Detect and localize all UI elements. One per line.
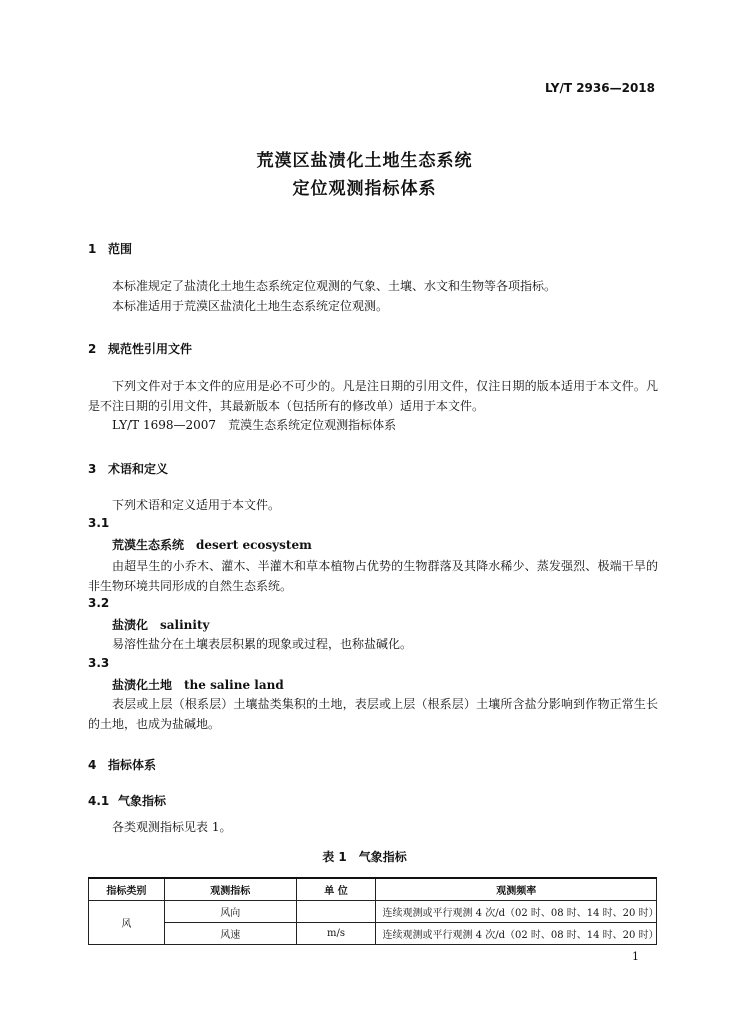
term-en: the saline land [184,678,284,692]
frequency-cell: 连续观测或平行观测 4 次/d（02 时、08 时、14 时、20 时） [376,923,657,945]
normative-reference: LY/T 1698—2007 荒漠生态系统定位观测指标体系 [112,418,397,432]
meteorological-indicators-table [88,877,657,945]
table-caption: 表 1 气象指标 [322,850,407,864]
table-header-row [89,878,657,901]
term-number: 3.1 [88,516,110,530]
document-title-line1: 荒漠区盐渍化土地生态系统 [256,151,473,171]
section-title: 指标体系 [108,758,157,772]
table-header-cell: 观测指标 [164,878,296,901]
page-number: 1 [632,950,639,963]
section-4-heading [88,756,156,773]
unit-cell: m/s [296,923,376,945]
document-title-line2: 定位观测指标体系 [292,179,437,199]
term-title [112,616,209,633]
table-header-cell: 观测频率 [376,878,657,901]
term-zh: 荒漠生态系统 [112,538,185,552]
indicator-cell: 风速 [164,923,296,945]
term-en: desert ecosystem [196,538,312,552]
term-number: 3.2 [88,596,110,610]
unit-cell [296,901,376,923]
section-3-intro: 下列术语和定义适用于本文件。 [112,498,281,512]
table-row [89,923,657,945]
term-zh: 盐渍化 [112,618,149,632]
term-number: 3.3 [88,656,110,670]
term-zh: 盐渍化土地 [112,678,173,692]
section-number: 2 [88,342,97,356]
subsection-number: 4.1 [88,794,110,808]
section-1-paragraph-2: 本标准适用于荒漠区盐渍化土地生态系统定位观测。 [112,299,389,313]
table-row [89,901,657,923]
term-title [112,536,312,553]
subsection-title: 气象指标 [118,794,167,808]
term-definition: 由超旱生的小乔木、灌木、半灌木和草本植物占优势的生物群落及其降水稀少、蒸发强烈、极端干旱的非生物环境共同形成的自然生态系统。 [88,559,658,593]
section-1-paragraph-1: 本标准规定了盐渍化土地生态系统定位观测的气象、土壤、水文和生物等各项指标。 [112,279,557,293]
subsection-4-1-heading [88,792,166,809]
section-title: 术语和定义 [108,462,169,476]
section-1-heading [88,240,132,257]
section-3-heading [88,460,168,477]
section-2-heading [88,340,192,357]
section-number: 1 [88,242,97,256]
frequency-cell: 连续观测或平行观测 4 次/d（02 时、08 时、14 时、20 时） [376,901,657,923]
table-header-cell: 指标类别 [89,878,165,901]
section-title: 规范性引用文件 [108,342,193,356]
term-definition: 易溶性盐分在土壤表层积累的现象或过程，也称盐碱化。 [112,637,413,651]
table-header-cell: 单 位 [296,878,376,901]
section-number: 4 [88,758,97,772]
standard-number: LY/T 2936—2018 [544,81,655,95]
term-title [112,676,284,693]
subsection-4-1-intro: 各类观测指标见表 1。 [112,820,232,834]
term-definition: 表层或上层（根系层）土壤盐类集积的土地，表层或上层（根系层）土壤所含盐分影响到作物正常生长的土地，也成为盐碱地。 [88,697,658,731]
term-en: salinity [160,618,210,632]
section-2-paragraph: 下列文件对于本文件的应用是必不可少的。凡是注日期的引用文件，仅注日期的版本适用于本文件。凡是不注日期的引用文件，其最新版本（包括所有的修改单）适用于本文件。 [88,379,658,413]
section-title: 范围 [108,242,133,256]
indicator-cell: 风向 [164,901,296,923]
section-number: 3 [88,462,97,476]
category-cell: 风 [89,901,165,945]
